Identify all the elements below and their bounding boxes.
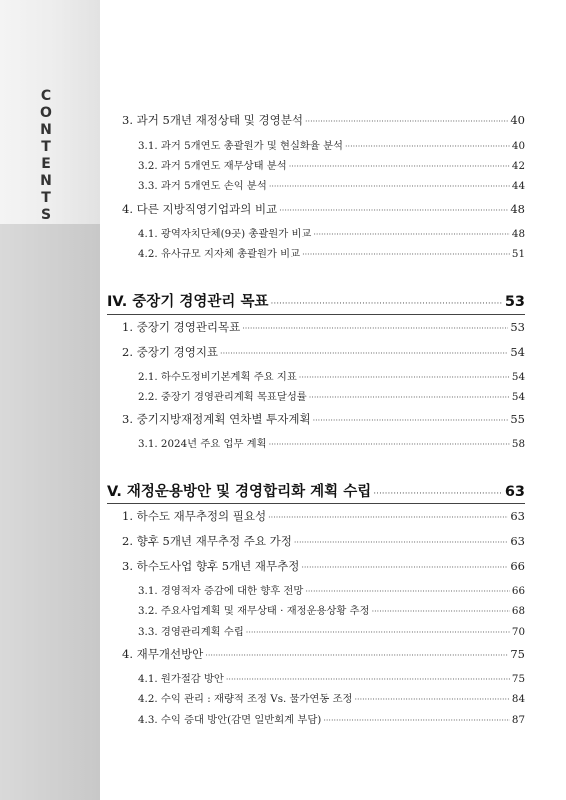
- toc-section-heading[interactable]: IV. 중장기 경영관리 목표 ····· 53: [107, 290, 525, 311]
- toc-entry[interactable]: 3.1. 경영적자 증감에 대한 향후 전망 ····· 66: [138, 582, 525, 597]
- toc-entry[interactable]: 3. 중기지방재정계획 연차별 투자계획 ····· 55: [122, 411, 525, 427]
- toc-entry[interactable]: 2.1. 하수도정비기본계획 주요 지표 ····· 54: [138, 368, 525, 383]
- toc-entry[interactable]: 3.2. 과거 5개연도 재무상태 분석 ····· 42: [138, 157, 525, 172]
- toc-entry[interactable]: 4. 재무개선방안 ····· 75: [122, 646, 525, 662]
- toc-entry[interactable]: 1. 하수도 재무추정의 필요성 ····· 63: [122, 508, 525, 524]
- toc-entry[interactable]: 3. 하수도사업 향후 5개년 재무추정 ····· 66: [122, 558, 525, 574]
- toc-entry[interactable]: 4.3. 수익 증대 방안(감면 일반회계 부담) ····· 87: [138, 711, 525, 726]
- toc-entry[interactable]: 4.1. 광역자치단체(9곳) 총괄원가 비교 ····· 48: [138, 225, 525, 240]
- toc-entry[interactable]: 4.2. 유사규모 지자체 총괄원가 비교 ····· 51: [138, 245, 525, 260]
- toc-section-heading[interactable]: V. 재정운용방안 및 경영합리화 계획 수립 ····· 63: [107, 480, 525, 501]
- section-rule: [107, 314, 525, 315]
- toc-entry[interactable]: 3.1. 2024년 주요 업무 계획 ····· 58: [138, 435, 525, 450]
- toc-entry[interactable]: 1. 중장기 경영관리목표 ····· 53: [122, 319, 525, 335]
- section-rule: [107, 503, 525, 504]
- toc-entry[interactable]: 3.1. 과거 5개연도 총괄원가 및 현실화율 분석 ····· 40: [138, 137, 525, 152]
- toc-entry[interactable]: 4.2. 수익 관리 : 재량적 조정 Vs. 물가연동 조정 ····· 84: [138, 690, 525, 705]
- toc-entry[interactable]: 3. 과거 5개년 재정상태 및 경영분석 ····· 40: [122, 112, 525, 128]
- toc-entry[interactable]: 2.2. 중장기 경영관리계획 목표달성률 ····· 54: [138, 388, 525, 403]
- toc-entry[interactable]: 2. 향후 5개년 재무추정 주요 가정 ····· 63: [122, 533, 525, 549]
- toc-entry[interactable]: 4.1. 원가절감 방안 ····· 75: [138, 670, 525, 685]
- toc-entry[interactable]: 3.3. 경영관리계획 수립 ····· 70: [138, 623, 525, 638]
- toc-entry[interactable]: 4. 다른 지방직영기업과의 비교 ····· 48: [122, 201, 525, 217]
- toc-entry[interactable]: 3.3. 과거 5개연도 손익 분석 ····· 44: [138, 177, 525, 192]
- toc-entry[interactable]: 2. 중장기 경영지표 ····· 54: [122, 344, 525, 360]
- toc-entry[interactable]: 3.2. 주요사업계획 및 재무상태 · 재정운용상황 추정 ····· 68: [138, 602, 525, 617]
- contents-side-label: CONTENTS: [38, 88, 54, 224]
